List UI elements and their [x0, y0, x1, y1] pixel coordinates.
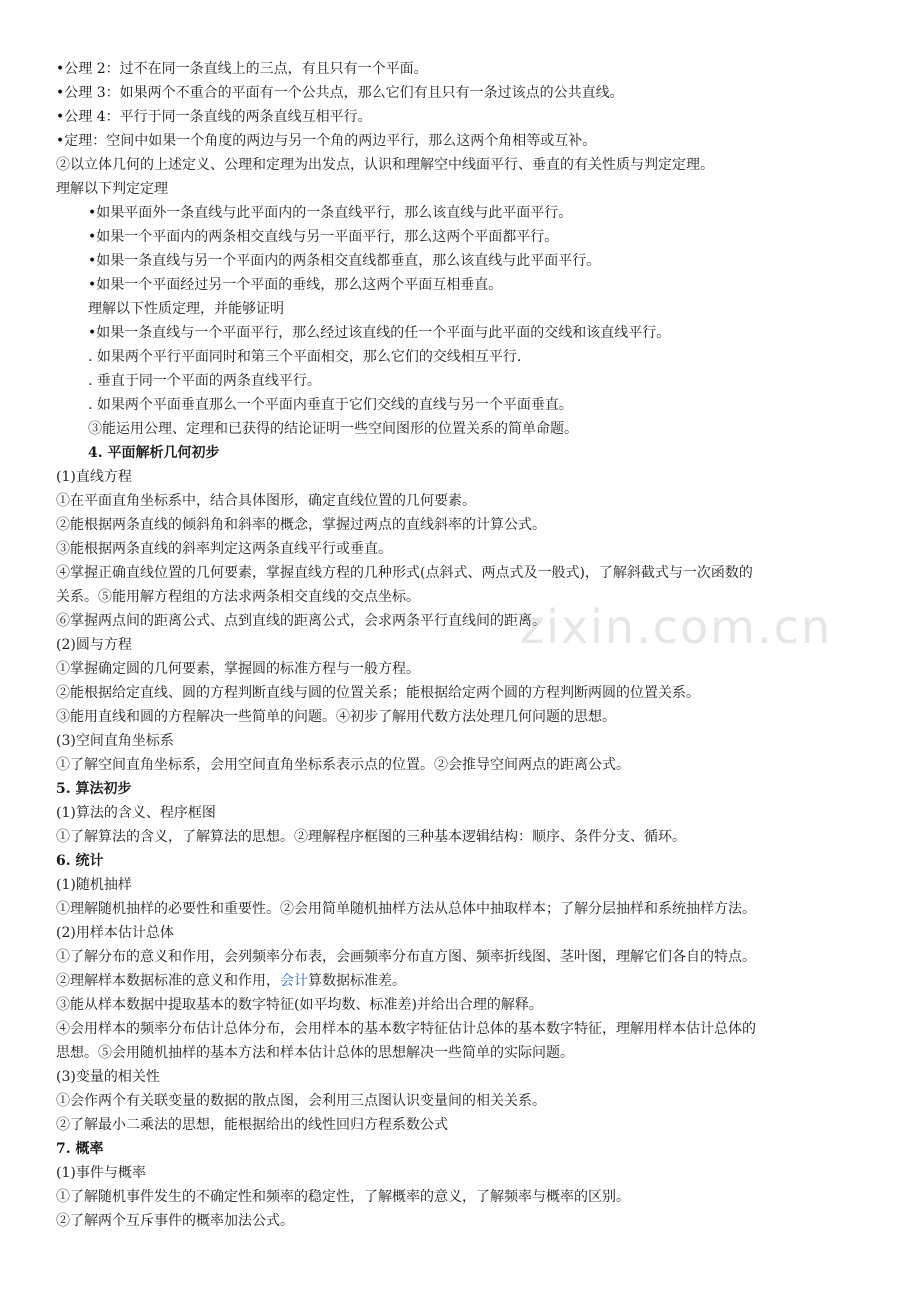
text-line: •如果一个平面内的两条相交直线与另一平面平行，那么这两个平面都平行。 [88, 229, 559, 245]
text-line: ②能根据两条直线的倾斜角和斜率的概念，掌握过两点的直线斜率的计算公式。 [56, 517, 546, 533]
text-line: (1)事件与概率 [56, 1165, 146, 1181]
text-line: (2)圆与方程 [56, 637, 132, 653]
text-line: ①掌握确定圆的几何要素，掌握圆的标准方程与一般方程。 [56, 661, 420, 677]
text-line: . 如果两个平行平面同时和第三个平面相交，那么它们的交线相互平行. [88, 349, 522, 365]
text-line: (3)变量的相关性 [56, 1069, 160, 1085]
text-line: (1)直线方程 [56, 469, 132, 485]
text-line: ③能运用公理、定理和已获得的结论证明一些空间图形的位置关系的简单命题。 [88, 421, 578, 437]
text-line: •定理：空间中如果一个角度的两边与另一个角的两边平行，那么这两个角相等或互补。 [56, 133, 597, 149]
section-heading: 4. 平面解析几何初步 [88, 445, 220, 461]
text-line: ②了解两个互斥事件的概率加法公式。 [56, 1213, 294, 1229]
text-line-with-link [56, 970, 406, 992]
text-line: •公理 2：过不在同一条直线上的三点，有且只有一个平面。 [56, 61, 428, 77]
text-segment: 算数据标准差。 [308, 973, 406, 989]
text-line: . 如果两个平面垂直那么一个平面内垂直于它们交线的直线与另一个平面垂直。 [88, 397, 573, 413]
text-line: •公理 4：平行于同一条直线的两条直线互相平行。 [56, 109, 372, 125]
text-line: ④会用样本的频率分布估计总体分布，会用样本的基本数字特征估计总体的基本数字特征，理解用样本估计总体的 [56, 1021, 756, 1037]
keyword-link[interactable]: 会计 [280, 973, 308, 989]
section-heading: 6. 统计 [56, 853, 104, 869]
text-line: ②了解最小二乘法的思想，能根据给出的线性回归方程系数公式 [56, 1117, 448, 1133]
text-line: •如果一个平面经过另一个平面的垂线，那么这两个平面互相垂直。 [88, 277, 503, 293]
text-line: 理解以下性质定理，并能够证明 [88, 301, 284, 317]
text-line: •如果一条直线与另一个平面内的两条相交直线都垂直，那么该直线与此平面平行。 [88, 253, 601, 269]
text-line: ①了解空间直角坐标系，会用空间直角坐标系表示点的位置。②会推导空间两点的距离公式。 [56, 757, 630, 773]
text-line: ②能根据给定直线、圆的方程判断直线与圆的位置关系；能根据给定两个圆的方程判断两圆的位置关系。 [56, 685, 700, 701]
text-line: ①理解随机抽样的必要性和重要性。②会用简单随机抽样方法从总体中抽取样本；了解分层抽样和系统抽样方法。 [56, 901, 756, 917]
text-line: ③能用直线和圆的方程解决一些简单的问题。④初步了解用代数方法处理几何问题的思想。 [56, 709, 616, 725]
text-line: (2)用样本估计总体 [56, 925, 174, 941]
text-line: ①会作两个有关联变量的数据的散点图，会利用三点图认识变量间的相关关系。 [56, 1093, 546, 1109]
text-line: ③能根据两条直线的斜率判定这两条直线平行或垂直。 [56, 541, 392, 557]
text-segment: ②理解样本数据标准的意义和作用， [56, 973, 280, 989]
text-line: (1)随机抽样 [56, 877, 132, 893]
text-line: ②以立体几何的上述定义、公理和定理为出发点，认识和理解空中线面平行、垂直的有关性质与判定定理。 [56, 157, 714, 173]
text-line: 关系。⑤能用解方程组的方法求两条相交直线的交点坐标。 [56, 589, 420, 605]
text-line: (1)算法的含义、程序框图 [56, 805, 216, 821]
text-line: •如果平面外一条直线与此平面内的一条直线平行，那么该直线与此平面平行。 [88, 205, 573, 221]
section-heading: 7. 概率 [56, 1141, 104, 1157]
section-heading: 5. 算法初步 [56, 781, 132, 797]
text-line: ①了解分布的意义和作用，会列频率分布表，会画频率分布直方图、频率折线图、茎叶图，理解它们各自的特点。 [56, 949, 756, 965]
text-line: •公理 3：如果两个不重合的平面有一个公共点，那么它们有且只有一条过该点的公共直线。 [56, 85, 624, 101]
text-line: ⑥掌握两点间的距离公式、点到直线的距离公式，会求两条平行直线间的距离。 [56, 613, 546, 629]
text-line: (3)空间直角坐标系 [56, 733, 174, 749]
text-line: ①了解随机事件发生的不确定性和频率的稳定性，了解概率的意义，了解频率与概率的区别。 [56, 1189, 630, 1205]
text-line: . 垂直于同一个平面的两条直线平行。 [88, 373, 321, 389]
text-line: ①在平面直角坐标系中，结合具体图形，确定直线位置的几何要素。 [56, 493, 476, 509]
text-line: ①了解算法的含义，了解算法的思想。②理解程序框图的三种基本逻辑结构：顺序、条件分支、循环。 [56, 829, 686, 845]
text-line: 理解以下判定定理 [56, 181, 168, 197]
text-line: •如果一条直线与一个平面平行，那么经过该直线的任一个平面与此平面的交线和该直线平行。 [88, 325, 671, 341]
text-line: 思想。⑤会用随机抽样的基本方法和样本估计总体的思想解决一些简单的实际问题。 [56, 1045, 574, 1061]
text-line: ④掌握正确直线位置的几何要素，掌握直线方程的几种形式(点斜式、两点式及一般式)，了解斜截式与一次函数的 [56, 565, 753, 581]
text-line: ③能从样本数据中提取基本的数字特征(如平均数、标准差)并给出合理的解释。 [56, 997, 543, 1013]
watermark: zixin.com.cn [520, 600, 833, 654]
